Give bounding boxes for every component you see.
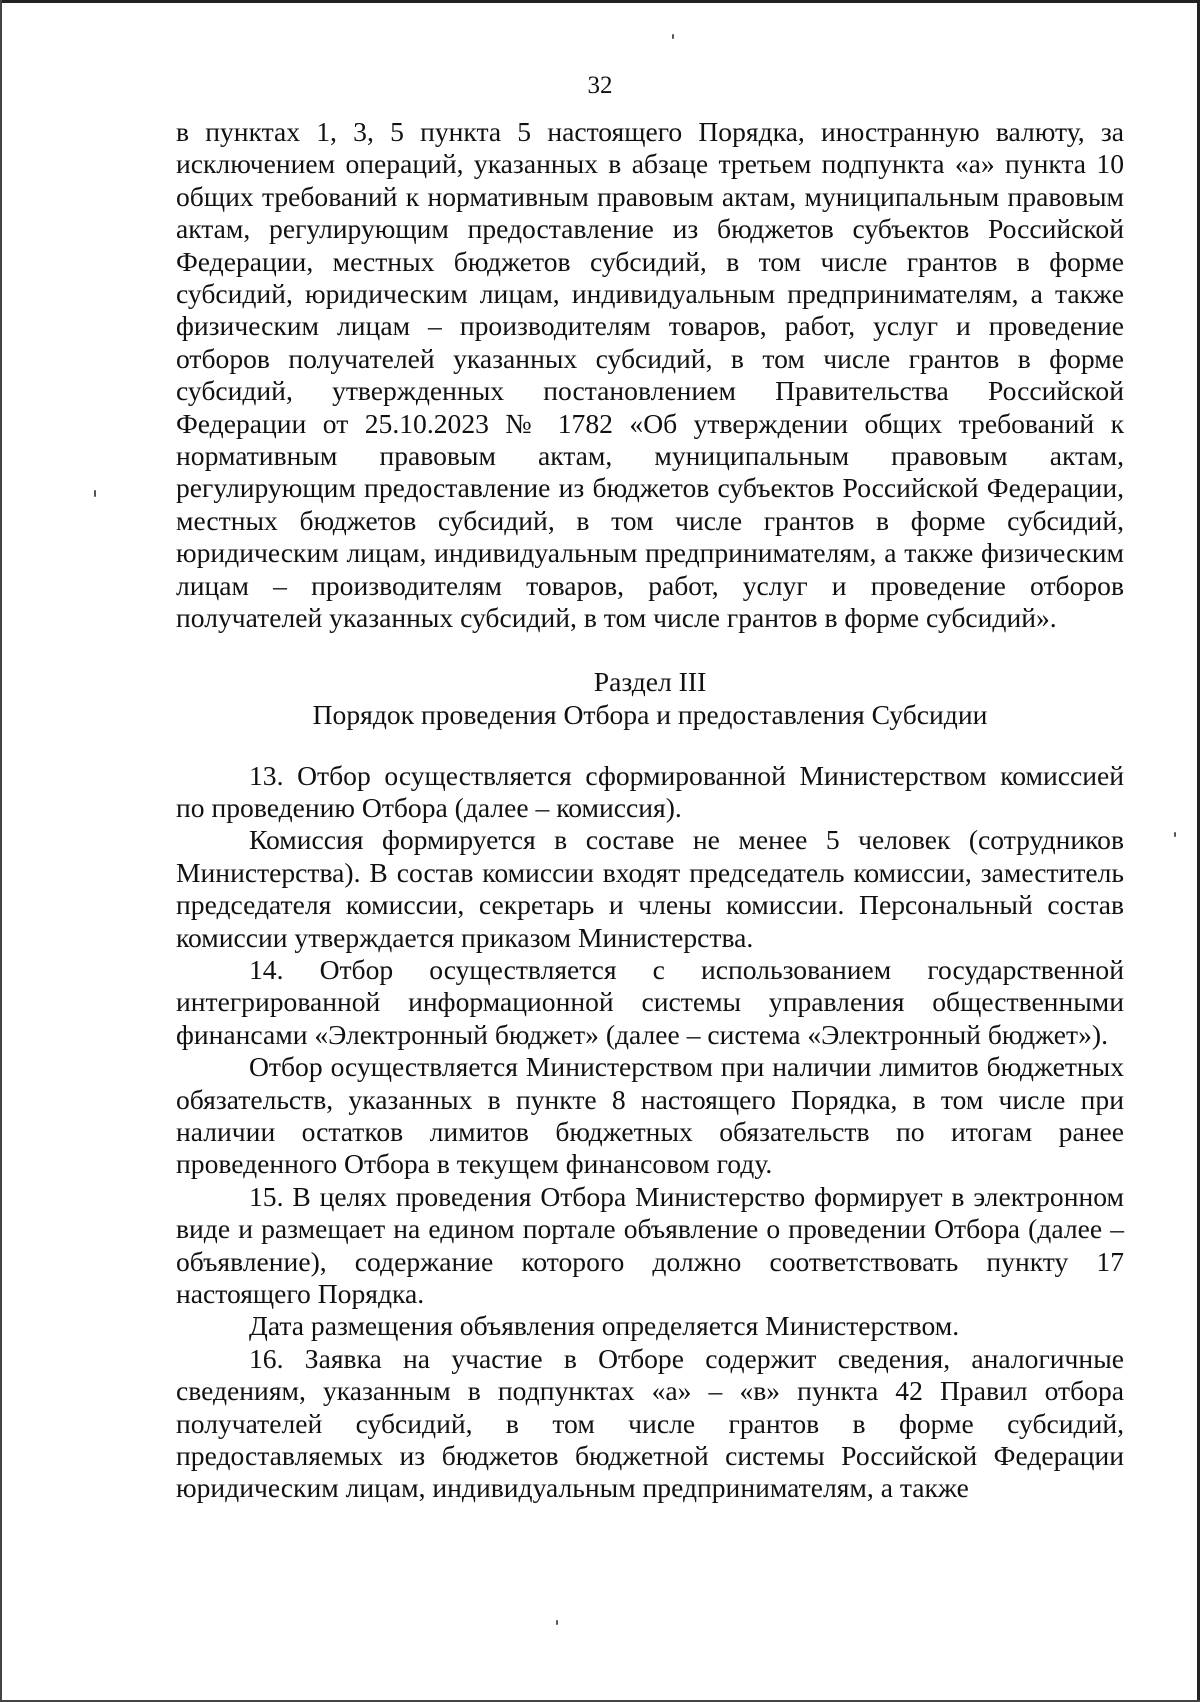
scan-speck	[94, 490, 96, 497]
paragraph: 15. В целях проведения Отбора Министерство формирует в электронном виде и размещает на едином портале объявление о проведении Отбора (далее – объявление), содержание которого должно соответствовать пункту 17 настоящего Порядка.	[176, 1180, 1124, 1309]
scan-speck	[672, 34, 674, 39]
paragraph: 13. Отбор осуществляется сформированной Министерством комиссией по проведению Отбора (далее – комиссия).	[176, 759, 1124, 823]
paragraph: 16. Заявка на участие в Отборе содержит сведения, аналогичные сведениям, указанным в подпунктах «а» – «в» пункта 42 Правил отбора получателей субсидий, в том числе грантов в форме субсидий, предоставляемых из бюджетов бюджетной системы Российской Федерации юридическим лицам, индивидуальным предпринимателям, а также	[176, 1342, 1124, 1504]
page-border-left	[0, 0, 2, 1702]
section-title: Порядок проведения Отбора и предоставления Субсидии	[312, 698, 988, 730]
paragraph: Комиссия формируется в составе не менее 5 человек (сотрудников Министерства). В состав комиссии входят председатель комиссии, заместитель председателя комиссии, секретарь и члены комиссии. Персональный состав комиссии утверждается приказом Министерства.	[176, 824, 1124, 953]
page-number: 32	[587, 72, 613, 99]
paragraph: в пунктах 1, 3, 5 пункта 5 настоящего Порядка, иностранную валюту, за исключением операций, указанных в абзаце третьем подпункта «а» пункта 10 общих требований к нормативным правовым актам, муниципальным правовым актам, регулирующим предоставление из бюджетов субъектов Российской Федерации, местных бюджетов субсидий, в том числе грантов в форме субсидий, юридическим лицам, индивидуальным предпринимателям, а также физическим лицам – производителям товаров, работ, услуг и проведение отборов получателей указанных субсидий, в том числе грантов в форме субсидий, утвержденных постановлением Правительства Российской Федерации от 25.10.2023 № 1782 «Об утверждении общих требований к нормативным правовым актам, муниципальным правовым актам, регулирующим предоставление из бюджетов субъектов Российской Федерации, местных бюджетов субсидий, в том числе грантов в форме субсидий, юридическим лицам, индивидуальным предпринимателям, а также физическим лицам – производителям товаров, работ, услуг и проведение отборов получателей указанных субсидий, в том числе грантов в форме субсидий».	[176, 116, 1124, 634]
section-label: Раздел III	[593, 665, 707, 697]
paragraph: Отбор осуществляется Министерством при наличии лимитов бюджетных обязательств, указанных в пункте 8 настоящего Порядка, в том числе при наличии остатков лимитов бюджетных обязательств по итогам ранее проведенного Отбора в текущем финансовом году.	[176, 1051, 1124, 1180]
page-border-top	[0, 0, 1200, 3]
scan-speck	[1174, 832, 1176, 837]
paragraph: 14. Отбор осуществляется с использованием государственной интегрированной информационной системы управления общественными финансами «Электронный бюджет» (далее – система «Электронный бюджет»).	[176, 953, 1124, 1050]
section-heading	[176, 665, 1124, 731]
scan-speck	[556, 1620, 558, 1625]
document-body	[176, 116, 1124, 1505]
paragraph: Дата размещения объявления определяется Министерством.	[249, 1310, 960, 1342]
